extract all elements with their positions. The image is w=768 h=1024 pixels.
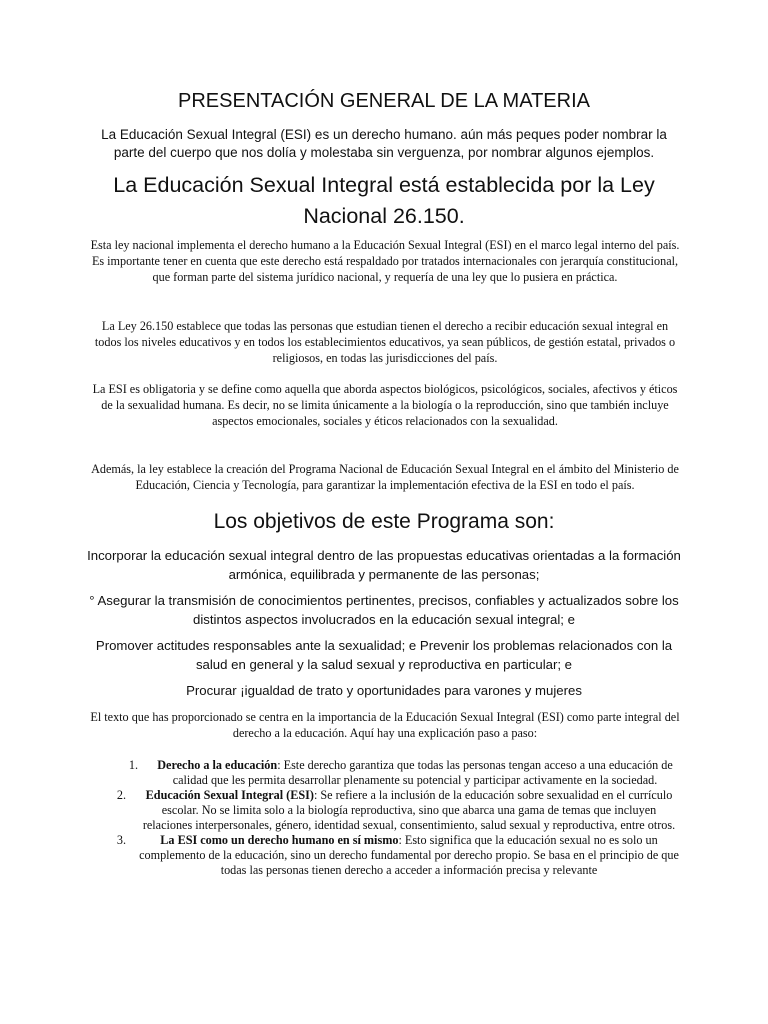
list-item-text: : Esto significa que la educación sexual no es solo un complemento de la educación, sino un derecho fundamental por derecho propio. Se basa en el principio de que todas las personas tienen derecho a acceder a información precisa y relevante — [139, 833, 679, 877]
paragraph-law-rights: La Ley 26.150 establece que todas las personas que estudian tienen el derecho a recibir educación sexual integral en todos los niveles educativos y en todos los establecimientos educativos, ya sean públicos, de gestión estatal, privados o religiosos, en todas las jurisdicciones del país. — [94, 319, 676, 365]
objective-item: Promover actitudes responsables ante la sexualidad; e Prevenir los problemas relacionados con la salud en general y la salud sexual y reproductiva en particular; e — [95, 638, 673, 672]
list-item — [100, 758, 680, 788]
law-heading: La Educación Sexual Integral está establecida por la Ley Nacional 26.150. — [113, 173, 655, 228]
objectives-heading: Los objetivos de este Programa son: — [213, 510, 555, 533]
list-item-text: : Este derecho garantiza que todas las personas tengan acceso a una educación de calidad que les permita desarrollar plenamente su potencial y participar activamente en la sociedad. — [172, 758, 673, 787]
objective-item: Incorporar la educación sexual integral dentro de las propuestas educativas orientadas a la formación armónica, equilibrada y permanente de las personas; — [87, 548, 681, 582]
list-item-number: 1. — [128, 758, 138, 772]
document-title: PRESENTACIÓN GENERAL DE LA MATERIA — [178, 90, 590, 112]
list-item-term: Derecho a la educación — [157, 758, 278, 772]
list-item-body — [150, 758, 680, 788]
list-item — [100, 788, 680, 833]
explanation-intro: El texto que has proporcionado se centra en la importancia de la Educación Sexual Integral (ESI) como parte integral del derecho a la educación. Aquí hay una explicación paso a paso: — [90, 710, 680, 740]
paragraph-law-scope: Esta ley nacional implementa el derecho humano a la Educación Sexual Integral (ESI) en el marco legal interno del país. Es importante tener en cuenta que este derecho está respaldado por tratados internacionales con jerarquía constitucional, que forman parte del sistema jurídico nacional, y requería de una ley que lo pusiera en práctica. — [90, 238, 680, 284]
list-item-body — [138, 833, 680, 878]
list-item-term: Educación Sexual Integral (ESI) — [145, 788, 314, 802]
explanation-steps-list — [100, 758, 680, 878]
list-item-term: La ESI como un derecho humano en sí mismo — [160, 833, 399, 847]
objective-item: ° Asegurar la transmisión de conocimientos pertinentes, precisos, confiables y actualizados sobre los distintos aspectos involucrados en la educación sexual integral; e — [89, 593, 679, 627]
intro-paragraph: La Educación Sexual Integral (ESI) es un derecho humano. aún más peques poder nombrar la parte del cuerpo que nos dolía y molestaba sin verguenza, por nombrar algunos ejemplos. — [101, 127, 667, 160]
list-item-body — [138, 788, 680, 833]
objective-item: Procurar ¡igualdad de trato y oportunidades para varones y mujeres — [186, 683, 582, 698]
paragraph-esi-definition: La ESI es obligatoria y se define como aquella que aborda aspectos biológicos, psicológicos, sociales, afectivos y éticos de la sexualidad humana. Es decir, no se limita únicamente a la biología o la reproducción, sino que también incluye aspectos emocionales, sociales y éticos relacionados con la sexualidad. — [92, 382, 678, 428]
list-item-number: 3. — [116, 833, 126, 847]
paragraph-national-program: Además, la ley establece la creación del Programa Nacional de Educación Sexual Integral en el ámbito del Ministerio de Educación, Ciencia y Tecnología, para garantizar la implementación efectiva de la ESI en todo el país. — [91, 462, 679, 492]
list-item — [100, 833, 680, 878]
list-item-text: : Se refiere a la inclusión de la educación sobre sexualidad en el currículo escolar. No se limita solo a la biología reproductiva, sino que abarca una gama de temas que incluyen relaciones interpersonales, género, identidad sexual, consentimiento, salud sexual y reproductiva, entre otros. — [142, 788, 676, 832]
list-item-number: 2. — [116, 788, 126, 802]
